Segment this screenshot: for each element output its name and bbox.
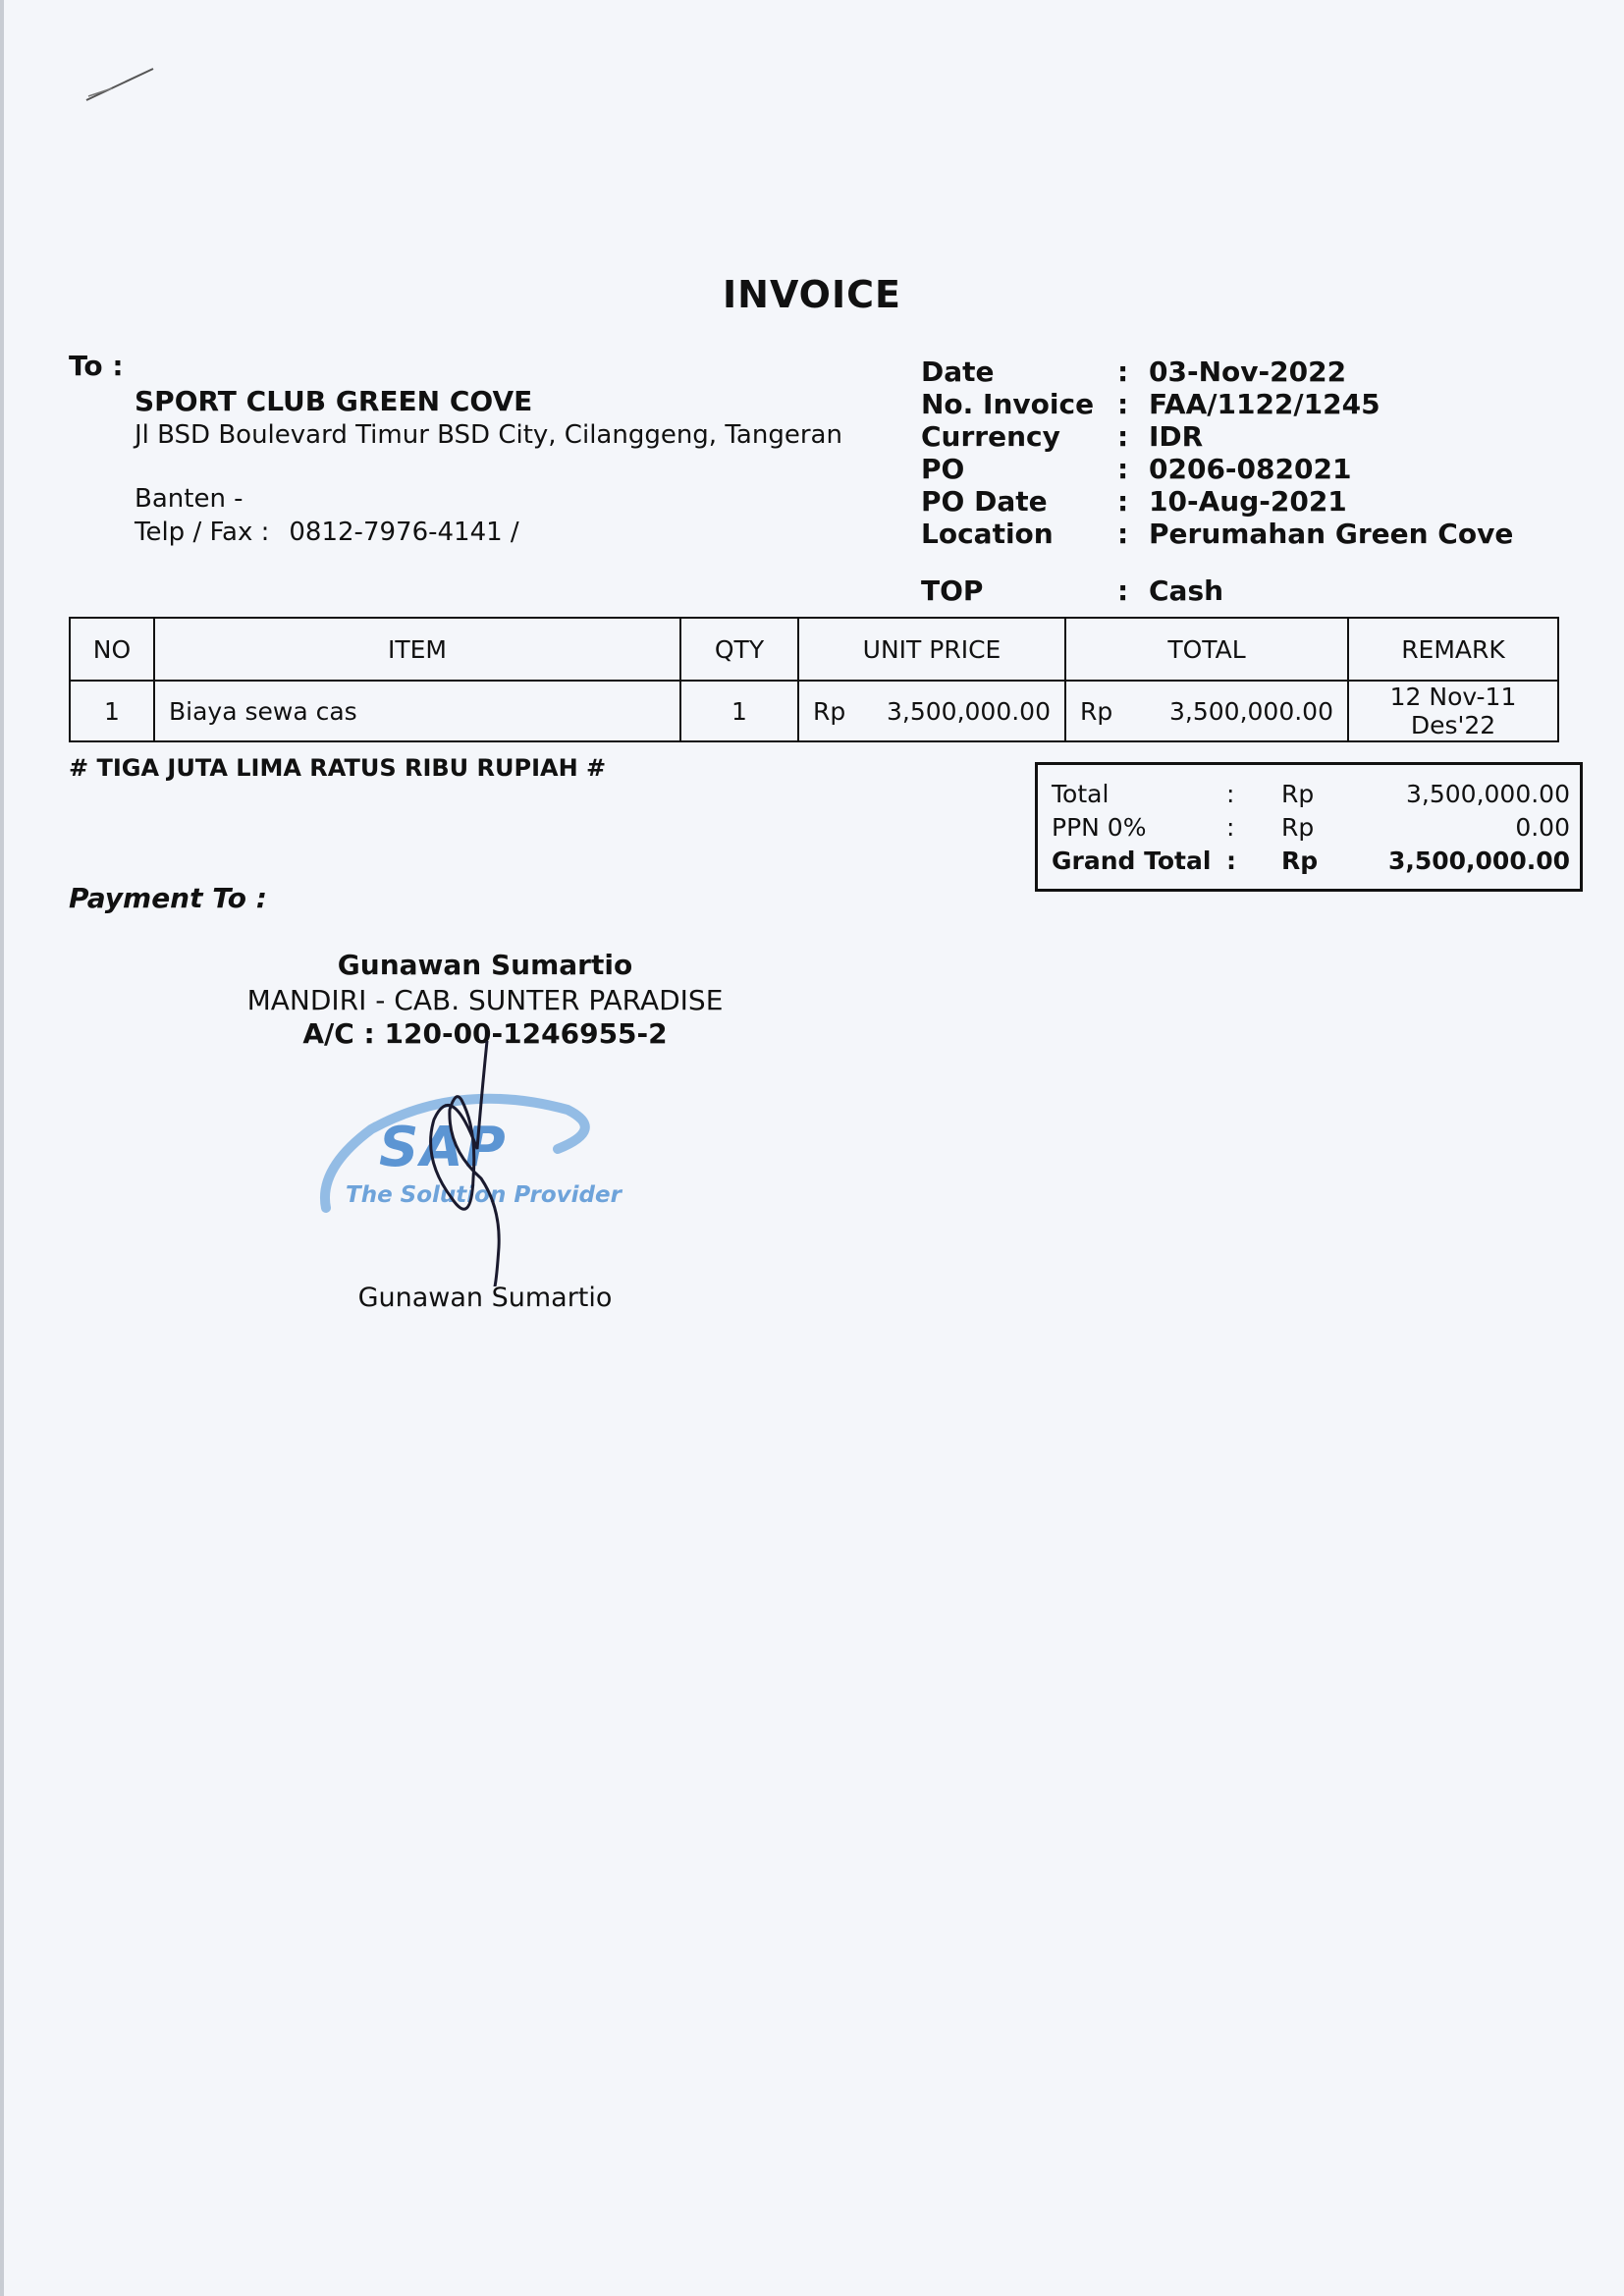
table-header-row (70, 618, 1558, 681)
totals-value: 3,500,000.00 (1406, 779, 1570, 808)
totals-currency: Rp (1281, 846, 1319, 875)
totals-row-ppn (1052, 810, 1570, 844)
cell-item: Biaya sewa cas (154, 681, 680, 741)
totals-currency: Rp (1281, 779, 1315, 808)
totals-value: 3,500,000.00 (1387, 846, 1570, 875)
totals-label: Grand Total (1052, 846, 1212, 875)
unit-price-value: 3,500,000.00 (887, 696, 1051, 726)
meta-row-top (921, 574, 1513, 607)
meta-value: IDR (1149, 420, 1204, 453)
meta-key: Currency (921, 420, 1060, 453)
meta-key: No. Invoice (921, 388, 1095, 420)
cell-qty: 1 (680, 681, 798, 741)
meta-row-date (921, 355, 1513, 388)
meta-row-po (921, 453, 1513, 485)
meta-row-invoice-no (921, 388, 1513, 420)
customer-name: SPORT CLUB GREEN COVE (135, 385, 533, 417)
totals-label: PPN 0% (1052, 812, 1147, 842)
meta-key: TOP (921, 574, 984, 607)
cell-no: 1 (70, 681, 154, 741)
phone-label: Telp / Fax : (135, 518, 270, 547)
totals-sep: : (1226, 846, 1236, 875)
account-number: A/C : 120-00-1246955-2 (302, 1017, 668, 1050)
total-value: 3,500,000.00 (1169, 696, 1333, 726)
totals-sep: : (1226, 812, 1235, 842)
cell-total (1065, 681, 1348, 741)
meta-colon: : (1117, 355, 1129, 388)
meta-value: 0206-082021 (1149, 453, 1352, 485)
meta-value: Cash (1149, 574, 1224, 607)
totals-currency: Rp (1281, 812, 1315, 842)
invoice-title: INVOICE (723, 273, 901, 316)
header-item: ITEM (154, 618, 680, 681)
meta-key: PO (921, 453, 965, 485)
scan-edge (0, 0, 4, 2296)
pencil-mark-icon (82, 61, 161, 104)
cell-unit-price (798, 681, 1065, 741)
cell-remark: 12 Nov-11 Des'22 (1348, 681, 1558, 741)
meta-row-location (921, 518, 1513, 550)
totals-box (1035, 762, 1583, 892)
meta-colon: : (1117, 518, 1129, 550)
meta-value: 03-Nov-2022 (1149, 355, 1347, 388)
customer-address: Jl BSD Boulevard Timur BSD City, Cilanggeng, Tangeran (135, 420, 842, 450)
meta-key: Location (921, 518, 1054, 550)
signature-icon (412, 1041, 560, 1286)
meta-value: FAA/1122/1245 (1149, 388, 1380, 420)
header-unit-price: UNIT PRICE (798, 618, 1065, 681)
to-label: To : (69, 350, 124, 382)
meta-value: 10-Aug-2021 (1149, 485, 1347, 518)
items-table (69, 617, 1559, 742)
meta-key: Date (921, 355, 995, 388)
meta-colon: : (1117, 485, 1129, 518)
meta-colon: : (1117, 574, 1129, 607)
totals-row-grand-total (1052, 844, 1570, 877)
meta-row-po-date (921, 485, 1513, 518)
header-qty: QTY (680, 618, 798, 681)
meta-colon: : (1117, 420, 1129, 453)
total-currency: Rp (1080, 696, 1113, 726)
stamp-tagline: The Solution Provider (346, 1182, 622, 1208)
totals-label: Total (1052, 779, 1110, 808)
totals-row-total (1052, 777, 1570, 810)
meta-row-currency (921, 420, 1513, 453)
meta-colon: : (1117, 388, 1129, 420)
header-no: NO (70, 618, 154, 681)
header-total: TOTAL (1065, 618, 1348, 681)
payee-name: Gunawan Sumartio (337, 949, 633, 981)
invoice-meta (921, 355, 1513, 607)
customer-region: Banten - (135, 484, 244, 514)
stamp-logo: SAP (379, 1116, 508, 1179)
meta-key: PO Date (921, 485, 1048, 518)
totals-sep: : (1226, 779, 1235, 808)
payment-to-label: Payment To : (69, 882, 267, 914)
bank-name: MANDIRI - CAB. SUNTER PARADISE (246, 984, 724, 1016)
unit-price-currency: Rp (813, 696, 846, 726)
meta-value: Perumahan Green Cove (1149, 518, 1514, 550)
table-row (70, 681, 1558, 741)
phone-value: 0812-7976-4141 / (289, 518, 519, 547)
amount-in-words: # TIGA JUTA LIMA RATUS RIBU RUPIAH # (69, 754, 607, 782)
signer-name: Gunawan Sumartio (357, 1283, 613, 1313)
meta-colon: : (1117, 453, 1129, 485)
header-remark: REMARK (1348, 618, 1558, 681)
totals-value: 0.00 (1515, 812, 1570, 842)
customer-phone (135, 518, 519, 547)
